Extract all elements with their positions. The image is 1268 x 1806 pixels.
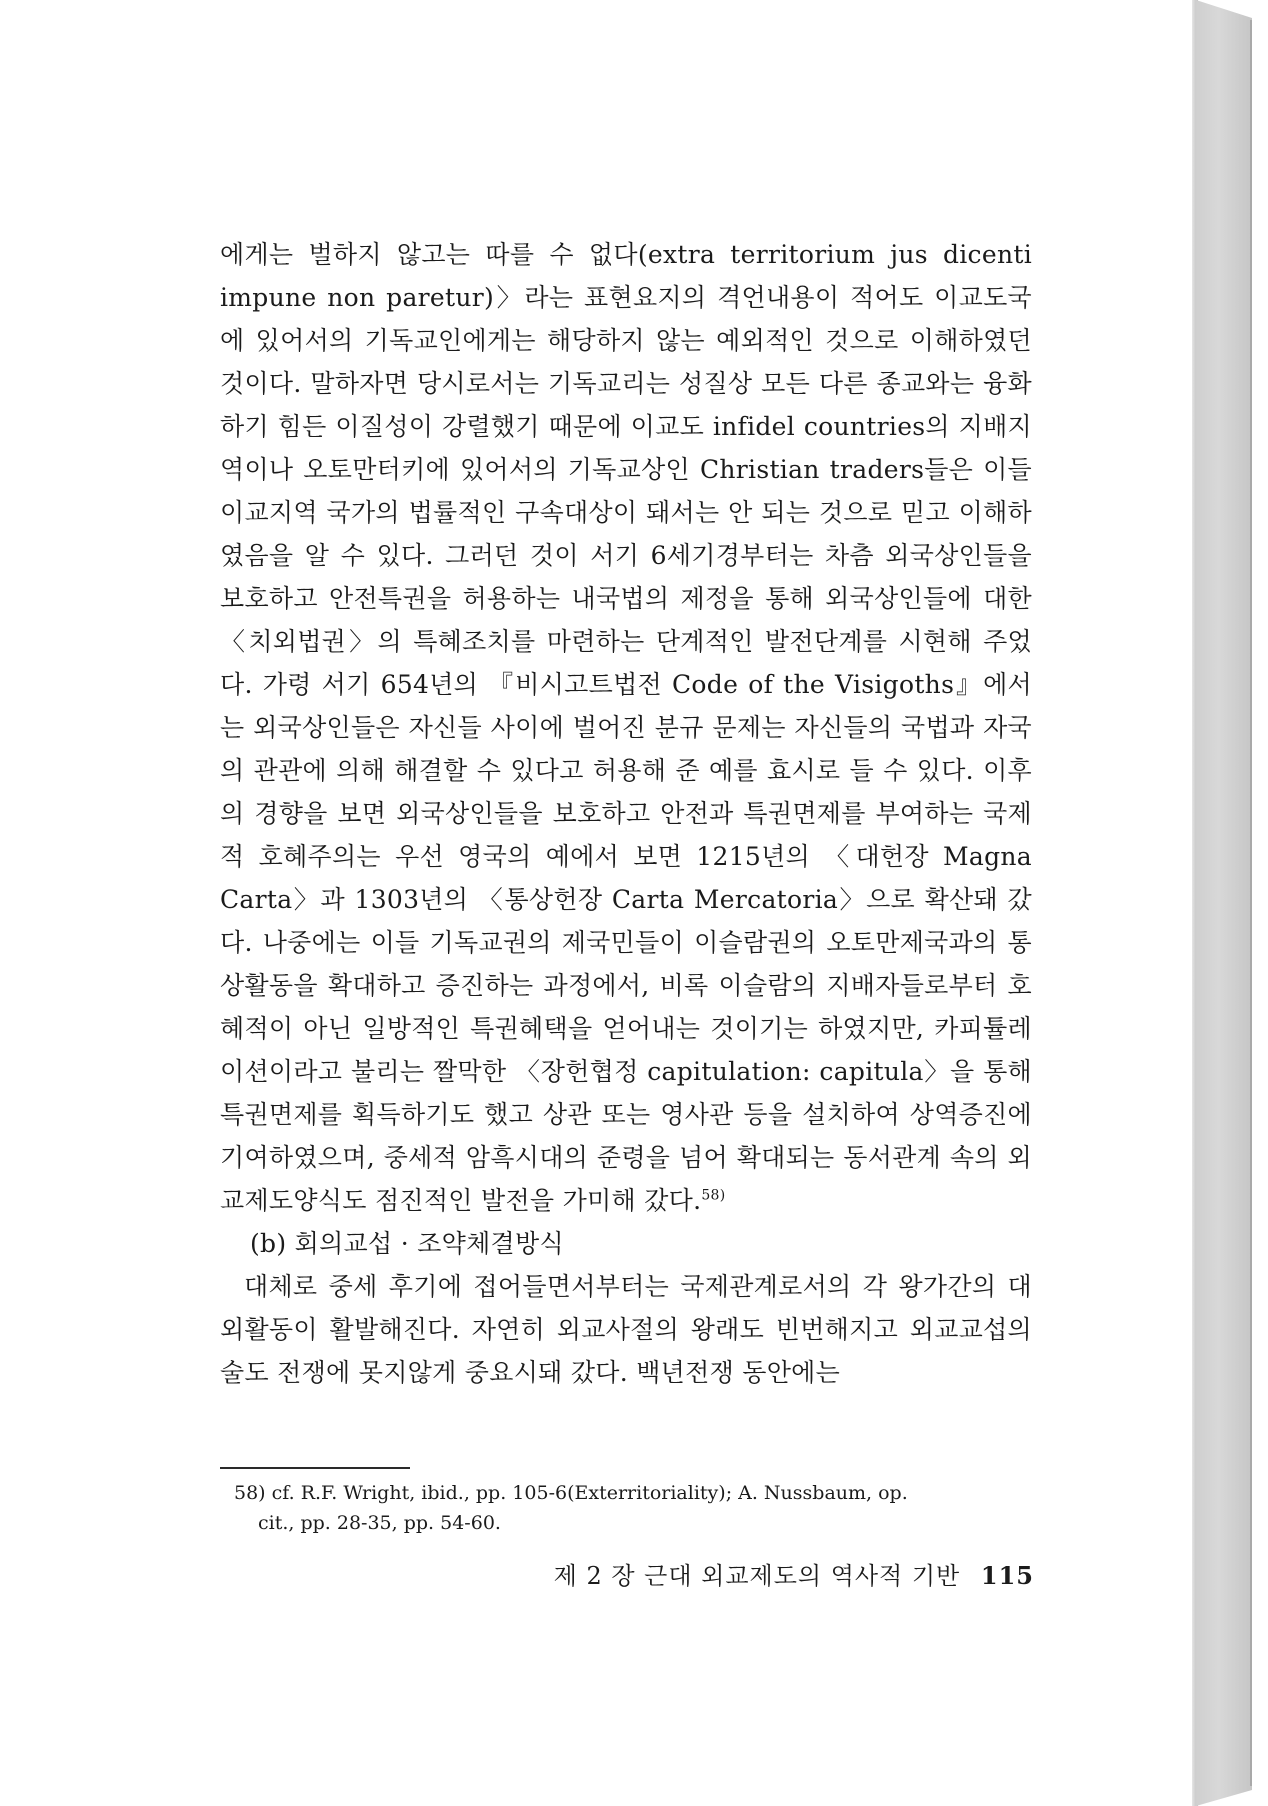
- page-edge-line: [1250, 20, 1252, 1786]
- body-text: [220, 233, 1032, 1394]
- footnote-line: 58) cf. R.F. Wright, ibid., pp. 105-6(Exterritoriality); A. Nussbaum, op.: [234, 1482, 908, 1504]
- paragraph: [220, 233, 1032, 1222]
- footnote-line: cit., pp. 28-35, pp. 54-60.: [258, 1512, 501, 1534]
- section-heading: (b) 회의교섭 · 조약체결방식: [250, 1229, 564, 1258]
- footnote: [234, 1478, 1034, 1538]
- page-edge: [1196, 0, 1252, 1806]
- running-footer: [540, 1556, 1034, 1591]
- footnote-divider: [220, 1467, 410, 1469]
- paragraph-text: 에게는 벌하지 않고는 따를 수 없다(extra territorium jus dicenti impune non paretur)〉라는 표현요지의 격언내용이 적어도 이교도국에 있어서의 기독교인에게는 해당하지 않는 예외적인 것으로 이해하였던 것이다. 말하자면 당시로서는 기독교리는 성질상 모든 다른 종교와는 융화하기 힘든 이질성이 강렬했기 때문에 이교도 infidel countries의 지배지역이나 오토만터키에 있어서의 기독교상인 Christian traders들은 이들 이교지역 국가의 법률적인 구속대상이 돼서는 안 되는 것으로 믿고 이해하였음을 알 수 있다. 그러던 것이 서기 6세기경부터는 차츰 외국상인들을 보호하고 안전특권을 허용하는 내국법의 제정을 통해 외국상인들에 대한 〈치외법권〉의 특혜조치를 마련하는 단계적인 발전단계를 시현해 주었다. 가령 서기 654년의 『비시고트법전 Code of the Visigoths』에서는 외국상인들은 자신들 사이에 벌어진 분규 문제는 자신들의 국법과 자국의 관관에 의해 해결할 수 있다고 허용해 준 예를 효시로 들 수 있다. 이후의 경향을 보면 외국상인들을 보호하고 안전과 특권면제를 부여하는 국제적 호혜주의는 우선 영국의 예에서 보면 1215년의 〈대헌장 Magna Carta〉과 1303년의 〈통상헌장 Carta Mercatoria〉으로 확산돼 갔다. 나중에는 이들 기독교권의 제국민들이 이슬람권의 오토만제국과의 통상활동을 확대하고 증진하는 과정에서, 비록 이슬람의 지배자들로부터 호혜적이 아닌 일방적인 특권혜택을 얻어내는 것이기는 하였지만, 카피튤레이션이라고 불리는 짤막한 〈장헌협정 capitulation: capitula〉을 통해 특권면제를 획득하기도 했고 상관 또는 영사관 등을 설치하여 상역증진에 기여하였으며, 중세적 암흑시대의 준령을 넘어 확대되는 동서관계 속의 외교제도양식도 점진적인 발전을 가미해 갔다.: [220, 240, 1032, 1215]
- footnote-reference: 58): [701, 1187, 726, 1204]
- page-number: 115: [980, 1561, 1034, 1590]
- paragraph: 대체로 중세 후기에 접어들면서부터는 국제관계로서의 각 왕가간의 대외활동이 활발해진다. 자연히 외교사절의 왕래도 빈번해지고 외교교섭의 술도 전쟁에 못지않게 중요시돼 갔다. 백년전쟁 동안에는: [220, 1272, 1032, 1387]
- chapter-title: 제 2 장 근대 외교제도의 역사적 기반: [553, 1562, 961, 1590]
